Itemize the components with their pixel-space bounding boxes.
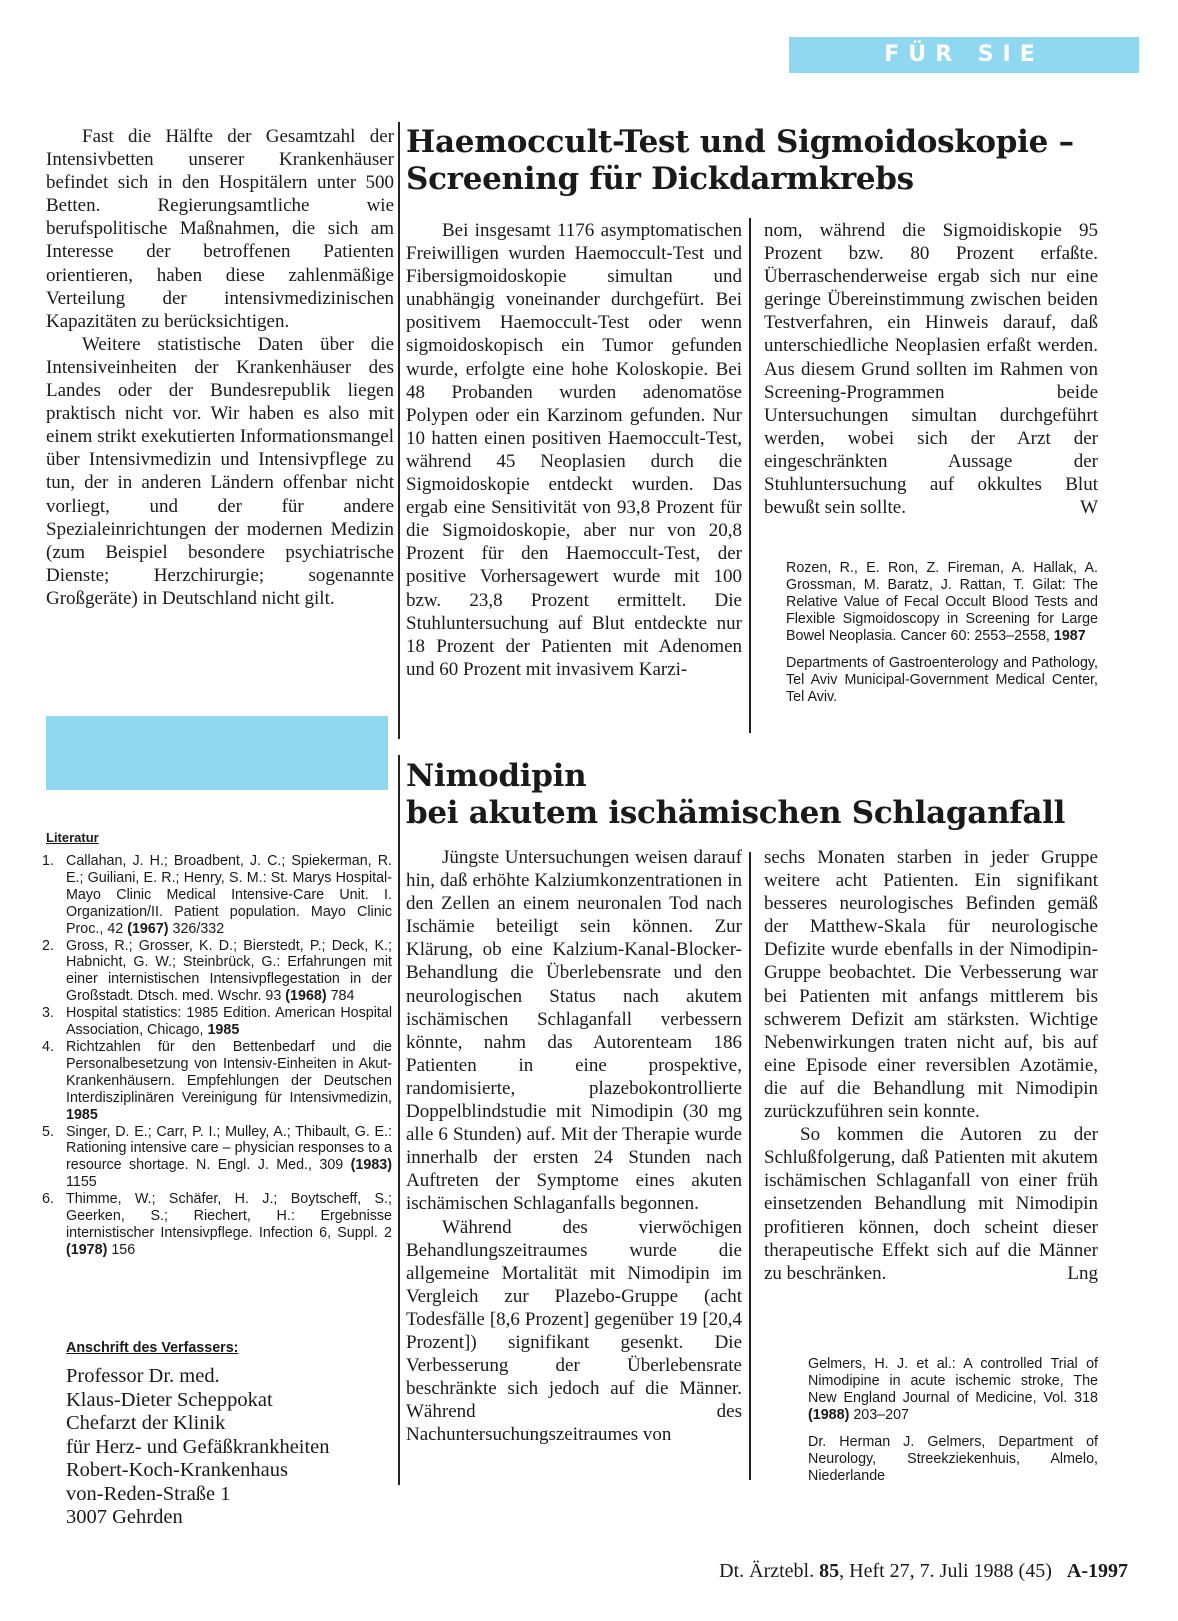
article2-affiliation: Dr. Herman J. Gelmers, Department of Neurology, Streekziekenhuis, Almelo, Niederlande bbox=[808, 1434, 1098, 1484]
footer-issue: , Heft 27, 7. Juli 1988 (45) bbox=[839, 1560, 1052, 1582]
left-column bbox=[46, 125, 394, 610]
footer-page-number: A-1997 bbox=[1066, 1560, 1128, 1582]
article1-column-2 bbox=[764, 219, 1098, 519]
article2-column-2 bbox=[764, 846, 1098, 1285]
article1-affiliation: Departments of Gastroenterology and Pathology, Tel Aviv Municipal-Government Medical Center, Tel Aviv. bbox=[786, 655, 1098, 705]
article1-column-1 bbox=[406, 219, 742, 681]
literatur-item: 1. Callahan, J. H.; Broadbent, J. C.; Spiekerman, R. E.; Guiliani, E. R.; Henry, S. M.: St. Marys Hospital-Mayo Clinic Medical Intensive-Care Unit. I. Organization/II. Patient population. Mayo Clinic Proc., 42 (1967) 326/332 bbox=[42, 853, 392, 937]
address-line: Chefarzt der Klinik bbox=[66, 1412, 226, 1434]
article1-signature: W bbox=[1080, 497, 1098, 519]
column-divider bbox=[398, 122, 400, 739]
article2-headline-line1: Nimodipin bbox=[406, 758, 587, 794]
article2-body-3: sechs Monaten starben in jeder Gruppe weitere acht Patienten. Ein signifikant besseres neurologisches Befinden gemäß der Matthew-Skala für neurologische Defizite wurde ebenfalls in der Nimodipin-Gruppe beobachtet. Die Verbesserung war bei Patienten mit anfangs mittlerem bis schwerem Defizit am stärksten. Wichtige Nebenwirkungen traten nicht auf, bis auf eine Episode einer reversiblen Azotämie, die auf die Behandlung mit Nimodipin zurückzuführen sein konnte. bbox=[764, 847, 1098, 1123]
article1-body-2: nom, während die Sigmoidiskopie 95 Prozent bzw. 80 Prozent erfaßte. Überraschenderweise ergab sich nur eine geringe Übereinstimmung zwischen beiden Testverfahren, ein Hinweis darauf, daß unterschiedliche Neoplasien erfaßt werden. Aus diesem Grund sollten im Rahmen von Screening-Programmen beide Untersuchungen simultan durchgeführt werden, wobei sich der Arzt der eingeschränkten Aussage der Stuhluntersuchung auf okkultes Blut bewußt sein sollte. W bbox=[764, 220, 1098, 519]
article1-headline bbox=[406, 124, 1126, 198]
column-divider bbox=[398, 755, 400, 1485]
column-divider bbox=[749, 852, 751, 1480]
address-line: von-Reden-Straße 1 bbox=[66, 1482, 231, 1505]
address-line: 3007 Gehrden bbox=[66, 1506, 183, 1528]
article1-headline-line1: Haemoccult-Test und Sigmoidoskopie – bbox=[406, 124, 1074, 160]
article1-headline-line2: Screening für Dickdarmkrebs bbox=[406, 161, 914, 197]
left-paragraph-1: Fast die Hälfte der Gesamtzahl der Intensivbetten unserer Krankenhäuser befindet sich in den Hospitälern unter 500 Betten. Regierungsamtliche wie berufspolitische Maßnahmen, die sich am Interesse der betroffenen Patienten orientieren, haben diese zahlenmäßige Verteilung der intensivmedizinischen Kapazitäten zu berücksichtigen. bbox=[46, 126, 394, 332]
literatur-list bbox=[42, 853, 392, 1259]
article2-citation: Gelmers, H. J. et al.: A controlled Trial of Nimodipine in acute ischemic stroke, The New England Journal of Medicine, Vol. 318 (1988) 203–207 bbox=[808, 1356, 1098, 1423]
article1-reference bbox=[786, 560, 1098, 716]
article2-body-1: Jüngste Untersuchungen weisen darauf hin, daß erhöhte Kalziumkonzentrationen in den Zellen an einem neuronalen Tod nach Ischämie beteiligt sein können. Zur Klärung, ob eine Kalzium-Kanal-Blocker-Behandlung die Überlebensrate und den neurologischen Status nach akutem ischämischen Schlaganfall verbessern könnte, nahm das Autorenteam 186 Patienten in eine prospektive, randomisierte, plazebokontrollierte Doppelblindstudie mit Nimodipin (30 mg alle 6 Stunden) auf. Mit der Therapie wurde innerhalb der ersten 24 Stunden nach Auftreten der Symptome eines akuten ischämischen Schlaganfalls begonnen. bbox=[406, 847, 742, 1215]
left-paragraph-2: Weitere statistische Daten über die Intensiveinheiten der Krankenhäuser des Landes oder der Bundesrepublik liegen praktisch nicht vor. Wir haben es also mit einem strikt exekutierten Informationsmangel über Intensivmedizin und Intensivpflege zu tun, der in anderen Ländern offenbar nicht vorliegt, und der für andere Spezialeinrichtungen der modernen Medizin (zum Beispiel besondere psychiatrische Dienste; Herzchirurgie; sogenannte Großgeräte) in Deutschland nicht gilt. bbox=[46, 333, 394, 609]
article2-reference bbox=[808, 1356, 1098, 1495]
column-divider bbox=[749, 218, 751, 733]
author-address bbox=[66, 1365, 396, 1530]
article2-headline-line2: bei akutem ischämischen Schlaganfall bbox=[406, 795, 1066, 831]
decorative-blue-block bbox=[46, 716, 388, 790]
literatur-item: 4. Richtzahlen für den Bettenbedarf und die Personalbesetzung von Intensiv-Einheiten in Akut-Krankenhäusern. Empfehlungen der Deutschen Interdisziplinären Vereinigung für Intensivmedizin, 1985 bbox=[42, 1038, 392, 1123]
address-line: Robert-Koch-Krankenhaus bbox=[66, 1459, 289, 1481]
address-line: Professor Dr. med. bbox=[66, 1365, 220, 1387]
literatur-item: 2. Gross, R.; Grosser, K. D.; Bierstedt, P.; Deck, K.; Habnicht, G. W.; Steinbrück, G.: Erfahrungen mit einer internistischen Intensivpflegestation in der Großstadt. Dtsch. med. Wschr. 93 (1968) 784 bbox=[42, 937, 392, 1005]
article2-body-4: So kommen die Autoren zu der Schlußfolgerung, daß Patienten mit akutem ischämischen Schlaganfall von einer früh einsetzenden Behandlung mit Nimodipin profitieren können, doch scheint dieser therapeutische Effekt sich auf die Männer zu beschränken. Lng bbox=[764, 1124, 1098, 1284]
section-banner: FÜR SIE REFERIERT bbox=[789, 37, 1139, 73]
address-line: Klaus-Dieter Scheppokat bbox=[66, 1388, 273, 1411]
footer-journal: Dt. Ärztebl. bbox=[719, 1560, 815, 1582]
address-line: für Herz- und Gefäßkrankheiten bbox=[66, 1435, 330, 1458]
article2-body-2: Während des vierwöchigen Behandlungszeitraumes wurde die allgemeine Mortalität mit Nimodipin im Vergleich zur Plazebo-Gruppe (acht Todesfälle [8,6 Prozent] gegenüber 19 [20,4 Prozent]) signifikant gesenkt. Die Verbesserung der Überlebensrate beschränkte sich jedoch auf die Männer. Während des Nachuntersuchungszeitraumes von bbox=[406, 1216, 742, 1446]
article2-signature: Lng bbox=[1067, 1262, 1098, 1284]
literatur-item: 3. Hospital statistics: 1985 Edition. American Hospital Association, Chicago, 1985 bbox=[42, 1005, 392, 1039]
article1-body-1: Bei insgesamt 1176 asymptomatischen Freiwilligen wurden Haemoccult-Test und Fibersigmoidoskopie simultan und unabhängig voneinander durchgefürt. Bei positivem Haemoccult-Test oder wenn sigmoidoskopisch ein Tumor gefunden wurde, erfolgte eine hohe Koloskopie. Bei 48 Probanden wurden adenomatöse Polypen oder ein Karzinom gefunden. Nur 10 hatten einen positiven Haemoccult-Test, während 45 Neoplasien durch die Sigmoidoskopie entdeckt wurden. Das ergab eine Sensitivität von 93,8 Prozent für die Sigmoidoskopie, aber nur von 20,8 Prozent für den Haemoccult-Test, der positive Vorhersagewert wurde mit 100 bzw. 23,8 Prozent ermittelt. Die Stuhluntersuchung auf Blut entdeckte nur 18 Prozent der Patienten mit Adenomen und 60 Prozent mit invasivem Karzi- bbox=[406, 220, 742, 680]
literatur-item: 5. Singer, D. E.; Carr, P. I.; Mulley, A.; Thibault, G. E.: Rationing intensive care – physician responses to a resource shortage. N. Engl. J. Med., 309 (1983) 1155 bbox=[42, 1123, 392, 1191]
footer-volume: 85 bbox=[819, 1560, 840, 1582]
literatur-title: Literatur bbox=[46, 830, 99, 845]
literatur-item: 6. Thimme, W.; Schäfer, H. J.; Boytscheff, S.; Geerken, S.; Riechert, H.: Ergebnisse internistischer Intensivpflege. Infection 6, Suppl. 2 (1978) 156 bbox=[42, 1191, 392, 1258]
article1-citation: Rozen, R., E. Ron, Z. Fireman, A. Hallak, A. Grossman, M. Baratz, J. Rattan, T. Gilat: The Relative Value of Fecal Occult Blood Tests and Flexible Sigmoidoscopy in Screening for Large Bowel Neoplasia. Cancer 60: 2553–2558, 1987 bbox=[786, 560, 1098, 644]
address-title: Anschrift des Verfassers: bbox=[66, 1340, 239, 1356]
article2-headline bbox=[406, 758, 1126, 832]
article2-column-1 bbox=[406, 846, 742, 1446]
page-footer bbox=[719, 1560, 1128, 1583]
